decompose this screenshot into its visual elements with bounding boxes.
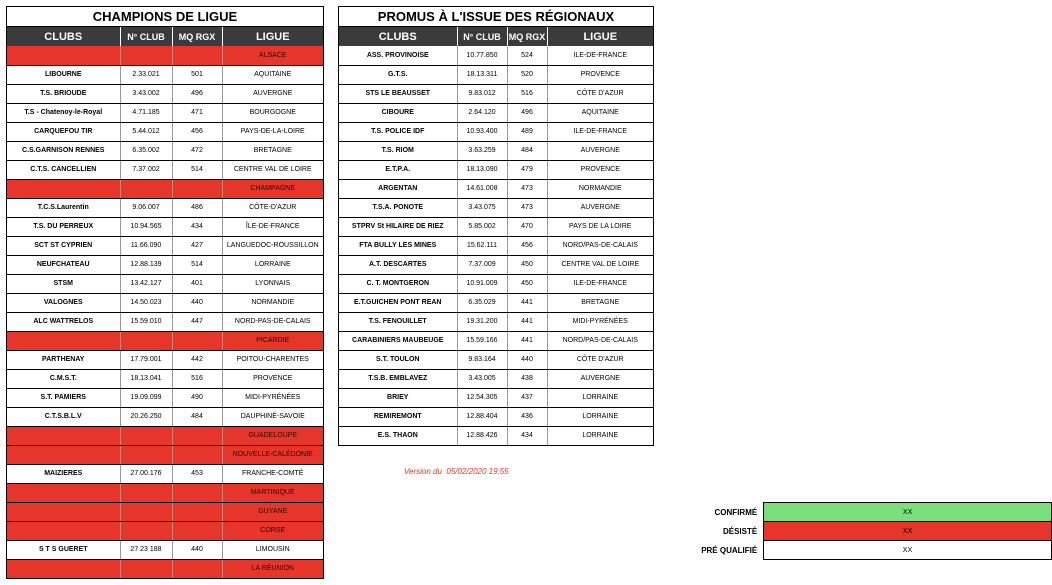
mq-rgx-cell: 489 — [507, 122, 547, 141]
mq-rgx-cell: 442 — [172, 350, 222, 369]
ligue-cell: GUYANE — [222, 502, 323, 521]
mq-rgx-cell: 438 — [507, 369, 547, 388]
club-cell: FTA BULLY LES MINES — [339, 236, 457, 255]
club-number-cell: 14.61.008 — [457, 179, 507, 198]
club-cell: ARGENTAN — [339, 179, 457, 198]
club-number-cell: 18.13.311 — [457, 65, 507, 84]
legend-row — [392, 522, 1052, 541]
club-cell: G.T.S. — [339, 65, 457, 84]
header-num-club: N° CLUB — [120, 27, 172, 46]
club-cell: S T S GUERET — [7, 540, 120, 559]
club-number-cell: 12.88.139 — [120, 255, 172, 274]
club-cell: SCT ST CYPRIEN — [7, 236, 120, 255]
champions-body — [7, 46, 323, 578]
ligue-cell: LA RÉUNION — [222, 559, 323, 578]
table-row — [339, 255, 653, 274]
table-row — [339, 350, 653, 369]
club-cell: STSM — [7, 274, 120, 293]
legend-swatch: XX — [764, 503, 1052, 522]
table-row — [7, 217, 323, 236]
table-row — [339, 179, 653, 198]
ligue-cell: LORRAINE — [547, 388, 653, 407]
mq-rgx-cell — [172, 46, 222, 65]
table-row — [7, 464, 323, 483]
table-row — [7, 179, 323, 198]
mq-rgx-cell: 434 — [172, 217, 222, 236]
club-number-cell: 12.88.404 — [457, 407, 507, 426]
table-row — [7, 521, 323, 540]
club-cell — [7, 179, 120, 198]
club-cell: E.S. THAON — [339, 426, 457, 445]
club-number-cell: 6.35.029 — [457, 293, 507, 312]
table-row — [339, 46, 653, 65]
ligue-cell: ILE-DE-FRANCE — [547, 122, 653, 141]
mq-rgx-cell — [172, 502, 222, 521]
club-cell — [7, 445, 120, 464]
table-row — [7, 502, 323, 521]
club-number-cell: 4.71.185 — [120, 103, 172, 122]
ligue-cell: PICARDIE — [222, 331, 323, 350]
club-number-cell: 15.59.010 — [120, 312, 172, 331]
ligue-cell: MIDI-PYRÉNÉES — [222, 388, 323, 407]
club-cell: C. T. MONTGERON — [339, 274, 457, 293]
club-number-cell: 27.00.176 — [120, 464, 172, 483]
legend-label: CONFIRMÉ — [714, 507, 758, 517]
table-row — [339, 122, 653, 141]
club-cell — [7, 521, 120, 540]
table-row — [339, 217, 653, 236]
table-row — [7, 388, 323, 407]
club-number-cell: 3.43.075 — [457, 198, 507, 217]
mq-rgx-cell: 486 — [172, 198, 222, 217]
table-row — [7, 483, 323, 502]
ligue-cell: NORD-PAS-DE-CALAIS — [222, 312, 323, 331]
ligue-cell: ÎLE-DE-FRANCE — [222, 217, 323, 236]
table-row — [339, 369, 653, 388]
legend-body — [392, 503, 1052, 560]
club-cell: T.S. BRIOUDE — [7, 84, 120, 103]
ligue-cell: DAUPHINÉ-SAVOIE — [222, 407, 323, 426]
mq-rgx-cell: 440 — [172, 540, 222, 559]
header-ligue: LIGUE — [547, 27, 653, 46]
club-number-cell: 6.35.002 — [120, 141, 172, 160]
club-cell: T.S - Chatenoy-le-Royal — [7, 103, 120, 122]
club-number-cell: 7.37.002 — [120, 160, 172, 179]
club-cell: STS LE BEAUSSET — [339, 84, 457, 103]
club-cell — [7, 483, 120, 502]
club-number-cell: 9.06.007 — [120, 198, 172, 217]
mq-rgx-cell: 456 — [507, 236, 547, 255]
club-number-cell: 5.44.012 — [120, 122, 172, 141]
table-row — [339, 236, 653, 255]
mq-rgx-cell: 436 — [507, 407, 547, 426]
mq-rgx-cell — [172, 559, 222, 578]
version-label: Version du — [404, 467, 442, 476]
header-num-club: N° CLUB — [457, 27, 507, 46]
mq-rgx-cell: 450 — [507, 255, 547, 274]
mq-rgx-cell — [172, 445, 222, 464]
table-row — [339, 274, 653, 293]
club-number-cell: 2.64.120 — [457, 103, 507, 122]
promus-table — [339, 27, 653, 445]
club-number-cell — [120, 502, 172, 521]
mq-rgx-cell: 440 — [172, 293, 222, 312]
club-number-cell: 10.77.850 — [457, 46, 507, 65]
club-number-cell: 5.85.002 — [457, 217, 507, 236]
club-cell: CIBOURE — [339, 103, 457, 122]
club-cell: T.S.A. PONOTE — [339, 198, 457, 217]
ligue-cell: LORRAINE — [547, 407, 653, 426]
table-row — [339, 198, 653, 217]
table-row — [339, 388, 653, 407]
mq-rgx-cell: 441 — [507, 293, 547, 312]
legend-row — [392, 503, 1052, 522]
mq-rgx-cell: 470 — [507, 217, 547, 236]
mq-rgx-cell: 496 — [507, 103, 547, 122]
mq-rgx-cell: 427 — [172, 236, 222, 255]
header-clubs: CLUBS — [339, 27, 457, 46]
mq-rgx-cell — [172, 179, 222, 198]
table-row — [7, 350, 323, 369]
mq-rgx-cell — [172, 331, 222, 350]
club-cell: T.S. FENOUILLET — [339, 312, 457, 331]
club-number-cell: 12.88.426 — [457, 426, 507, 445]
mq-rgx-cell: 516 — [507, 84, 547, 103]
ligue-cell: NORD/PAS-DE-CALAIS — [547, 331, 653, 350]
ligue-cell: MARTINIQUE — [222, 483, 323, 502]
table-row — [7, 198, 323, 217]
club-cell: T.S. DU PERREUX — [7, 217, 120, 236]
club-number-cell: 18.13.090 — [457, 160, 507, 179]
table-row — [339, 312, 653, 331]
ligue-cell: ILE-DE-FRANCE — [547, 46, 653, 65]
club-number-cell — [120, 445, 172, 464]
club-number-cell: 2.33.021 — [120, 65, 172, 84]
club-number-cell — [120, 559, 172, 578]
club-cell — [7, 559, 120, 578]
legend-label: DÉSISTÉ — [722, 526, 758, 536]
club-cell: BRIEY — [339, 388, 457, 407]
mq-rgx-cell: 473 — [507, 198, 547, 217]
ligue-cell: AUVERGNE — [547, 369, 653, 388]
table-row — [339, 141, 653, 160]
ligue-cell: CÔTE D'AZUR — [547, 350, 653, 369]
club-cell — [7, 502, 120, 521]
club-number-cell: 7.37.009 — [457, 255, 507, 274]
promus-body — [339, 46, 653, 445]
club-number-cell: 3.43.005 — [457, 369, 507, 388]
mq-rgx-cell: 473 — [507, 179, 547, 198]
club-cell: VALOGNES — [7, 293, 120, 312]
club-cell: CARABINIERS MAUBEUGE — [339, 331, 457, 350]
club-number-cell — [120, 179, 172, 198]
table-row — [7, 122, 323, 141]
ligue-cell: PROVENCE — [222, 369, 323, 388]
mq-rgx-cell: 490 — [172, 388, 222, 407]
ligue-cell: AUVERGNE — [547, 141, 653, 160]
ligue-cell: POITOU-CHARENTES — [222, 350, 323, 369]
ligue-cell: AUVERGNE — [222, 84, 323, 103]
table-row — [7, 369, 323, 388]
club-cell: ASS. PROVINOISE — [339, 46, 457, 65]
mq-rgx-cell: 441 — [507, 312, 547, 331]
club-cell: T.S.B. EMBLAVEZ — [339, 369, 457, 388]
club-number-cell: 15.59.166 — [457, 331, 507, 350]
status-legend — [392, 502, 1052, 560]
ligue-cell: CENTRE VAL DE LOIRE — [547, 255, 653, 274]
champions-header-row — [7, 27, 323, 46]
header-mq-rgx: MQ RGX — [507, 27, 547, 46]
table-row — [339, 293, 653, 312]
club-number-cell — [120, 46, 172, 65]
promus-header-row — [339, 27, 653, 46]
club-cell: S.T. TOULON — [339, 350, 457, 369]
table-row — [7, 540, 323, 559]
ligue-cell: LANGUEDOC-ROUSSILLON — [222, 236, 323, 255]
mq-rgx-cell: 447 — [172, 312, 222, 331]
ligue-cell: CENTRE VAL DE LOIRE — [222, 160, 323, 179]
table-row — [339, 84, 653, 103]
promus-title: PROMUS À L'ISSUE DES RÉGIONAUX — [339, 7, 653, 27]
table-row — [7, 255, 323, 274]
club-cell: C.T.S. CANCELLIEN — [7, 160, 120, 179]
table-row — [339, 426, 653, 445]
legend-swatch: XX — [764, 522, 1052, 541]
club-cell: S.T. PAMIERS — [7, 388, 120, 407]
mq-rgx-cell — [172, 521, 222, 540]
club-number-cell: 9.83.164 — [457, 350, 507, 369]
club-cell — [7, 331, 120, 350]
club-cell: A.T. DESCARTES — [339, 255, 457, 274]
club-cell: C.T.S.B.L.V — [7, 407, 120, 426]
mq-rgx-cell: 516 — [172, 369, 222, 388]
ligue-cell: AQUITAINE — [222, 65, 323, 84]
ligue-cell: CÔTE-D'AZUR — [222, 198, 323, 217]
club-cell: E.T.GUICHEN PONT REAN — [339, 293, 457, 312]
mq-rgx-cell: 471 — [172, 103, 222, 122]
mq-rgx-cell: 437 — [507, 388, 547, 407]
club-cell: CARQUEFOU TIR — [7, 122, 120, 141]
ligue-cell: NORMANDIE — [222, 293, 323, 312]
club-number-cell: 20.26.250 — [120, 407, 172, 426]
table-row — [7, 65, 323, 84]
ligue-cell: PAYS-DE-LA-LOIRE — [222, 122, 323, 141]
club-number-cell: 13.42.127 — [120, 274, 172, 293]
mq-rgx-cell: 441 — [507, 331, 547, 350]
club-cell: NEUFCHATEAU — [7, 255, 120, 274]
ligue-cell: GUADELOUPE — [222, 426, 323, 445]
club-cell: T.C.S.Laurentin — [7, 198, 120, 217]
club-number-cell: 3.63.259 — [457, 141, 507, 160]
table-row — [7, 445, 323, 464]
header-clubs: CLUBS — [7, 27, 120, 46]
club-cell — [7, 46, 120, 65]
ligue-cell: CHAMPAGNE — [222, 179, 323, 198]
club-number-cell: 19.31.200 — [457, 312, 507, 331]
table-row — [7, 236, 323, 255]
club-cell: C.S.GARNISON RENNES — [7, 141, 120, 160]
legend-swatch: XX — [764, 541, 1052, 560]
club-cell: STPRV St HILAIRE DE RIEZ — [339, 217, 457, 236]
club-number-cell — [120, 331, 172, 350]
ligue-cell: AQUITAINE — [547, 103, 653, 122]
club-number-cell: 27 23 188 — [120, 540, 172, 559]
ligue-cell: LORRAINE — [582, 432, 619, 440]
mq-rgx-cell: 514 — [172, 255, 222, 274]
version-stamp — [404, 467, 509, 476]
table-row — [339, 407, 653, 426]
club-number-cell: 17.79.001 — [120, 350, 172, 369]
club-number-cell: 10.91.009 — [457, 274, 507, 293]
club-number-cell: 3.43.002 — [120, 84, 172, 103]
ligue-cell: NOUVELLE-CALÉDONIE — [222, 445, 323, 464]
club-cell: REMIREMONT — [339, 407, 457, 426]
mq-rgx-cell: 456 — [172, 122, 222, 141]
mq-rgx-cell: 484 — [172, 407, 222, 426]
legend-row — [392, 541, 1052, 560]
header-mq-rgx: MQ RGX — [172, 27, 222, 46]
table-row — [7, 103, 323, 122]
ligue-cell: BRETAGNE — [547, 293, 653, 312]
champions-panel — [6, 6, 324, 579]
ligue-cell: CORSE — [222, 521, 323, 540]
table-row — [7, 293, 323, 312]
table-row — [7, 312, 323, 331]
header-ligue: LIGUE — [222, 27, 323, 46]
ligue-cell: ALSACE — [222, 46, 323, 65]
ligue-cell: NORD/PAS-DE-CALAIS — [547, 236, 653, 255]
table-row — [339, 331, 653, 350]
ligue-cell: BRETAGNE — [222, 141, 323, 160]
table-row — [7, 331, 323, 350]
club-number-cell: 19.09.099 — [120, 388, 172, 407]
champions-table — [7, 27, 323, 578]
mq-rgx-cell: 479 — [507, 160, 547, 179]
club-number-cell: 11.66.090 — [120, 236, 172, 255]
club-cell: ALC WATTRELOS — [7, 312, 120, 331]
table-row — [339, 160, 653, 179]
ligue-cell: LORRAINE — [222, 255, 323, 274]
club-number-cell: 10.94.565 — [120, 217, 172, 236]
mq-rgx-cell: 401 — [172, 274, 222, 293]
version-date: 05/02/2020 19:55 — [446, 467, 509, 476]
mq-rgx-cell: 496 — [172, 84, 222, 103]
table-row — [339, 65, 653, 84]
club-number-cell: 9.83.012 — [457, 84, 507, 103]
legend-label: PRÉ QUALIFIÉ — [701, 545, 758, 555]
mq-rgx-cell — [172, 426, 222, 445]
mq-rgx-cell: 524 — [507, 46, 547, 65]
club-number-cell — [120, 483, 172, 502]
mq-rgx-cell: 472 — [172, 141, 222, 160]
ligue-cell: PAYS DE LA LOIRE — [547, 217, 653, 236]
mq-rgx-cell: 434 — [507, 426, 547, 445]
club-cell: T.S. RIOM — [339, 141, 457, 160]
club-number-cell — [120, 426, 172, 445]
club-cell: E.T.P.A. — [339, 160, 457, 179]
mq-rgx-cell: 440 — [507, 350, 547, 369]
table-row — [7, 84, 323, 103]
ligue-cell: MIDI-PYRÉNÉES — [547, 312, 653, 331]
ligue-cell: BOURGOGNE — [222, 103, 323, 122]
ligue-cell: CÔTE D'AZUR — [547, 84, 653, 103]
table-row — [7, 426, 323, 445]
club-number-cell: 18.13.041 — [120, 369, 172, 388]
mq-rgx-cell: 520 — [507, 65, 547, 84]
table-row — [7, 407, 323, 426]
ligue-cell: ILE-DE-FRANCE — [547, 274, 653, 293]
mq-rgx-cell: 450 — [507, 274, 547, 293]
ligue-cell: PROVENCE — [547, 160, 653, 179]
club-cell: T.S. POLICE IDF — [339, 122, 457, 141]
club-number-cell: 10.93.400 — [457, 122, 507, 141]
mq-rgx-cell: 514 — [172, 160, 222, 179]
club-cell: MAIZIERES — [7, 464, 120, 483]
promus-panel — [338, 6, 654, 446]
table-row — [7, 46, 323, 65]
table-row — [7, 141, 323, 160]
club-number-cell: 12.54.305 — [457, 388, 507, 407]
club-cell: PARTHENAY — [7, 350, 120, 369]
ligue-cell: NORMANDIE — [547, 179, 653, 198]
club-number-cell — [120, 521, 172, 540]
table-row — [7, 274, 323, 293]
ligue-cell: FRANCHE-COMTÉ — [222, 464, 323, 483]
mq-rgx-cell: 501 — [172, 65, 222, 84]
ligue-cell: LYONNAIS — [222, 274, 323, 293]
club-number-cell: 14.50.023 — [120, 293, 172, 312]
table-row — [339, 103, 653, 122]
mq-rgx-cell: 484 — [507, 141, 547, 160]
club-cell: LIBOURNE — [7, 65, 120, 84]
club-cell: C.M.S.T. — [7, 369, 120, 388]
ligue-cell: AUVERGNE — [547, 198, 653, 217]
club-number-cell: 15.62.111 — [457, 236, 507, 255]
table-row — [7, 559, 323, 578]
champions-title: CHAMPIONS DE LIGUE — [7, 7, 323, 27]
table-row — [7, 160, 323, 179]
mq-rgx-cell: 453 — [172, 464, 222, 483]
ligue-cell: LIMOUSIN — [222, 540, 323, 559]
club-cell — [7, 426, 120, 445]
ligue-cell: PROVENCE — [547, 65, 653, 84]
mq-rgx-cell — [172, 483, 222, 502]
